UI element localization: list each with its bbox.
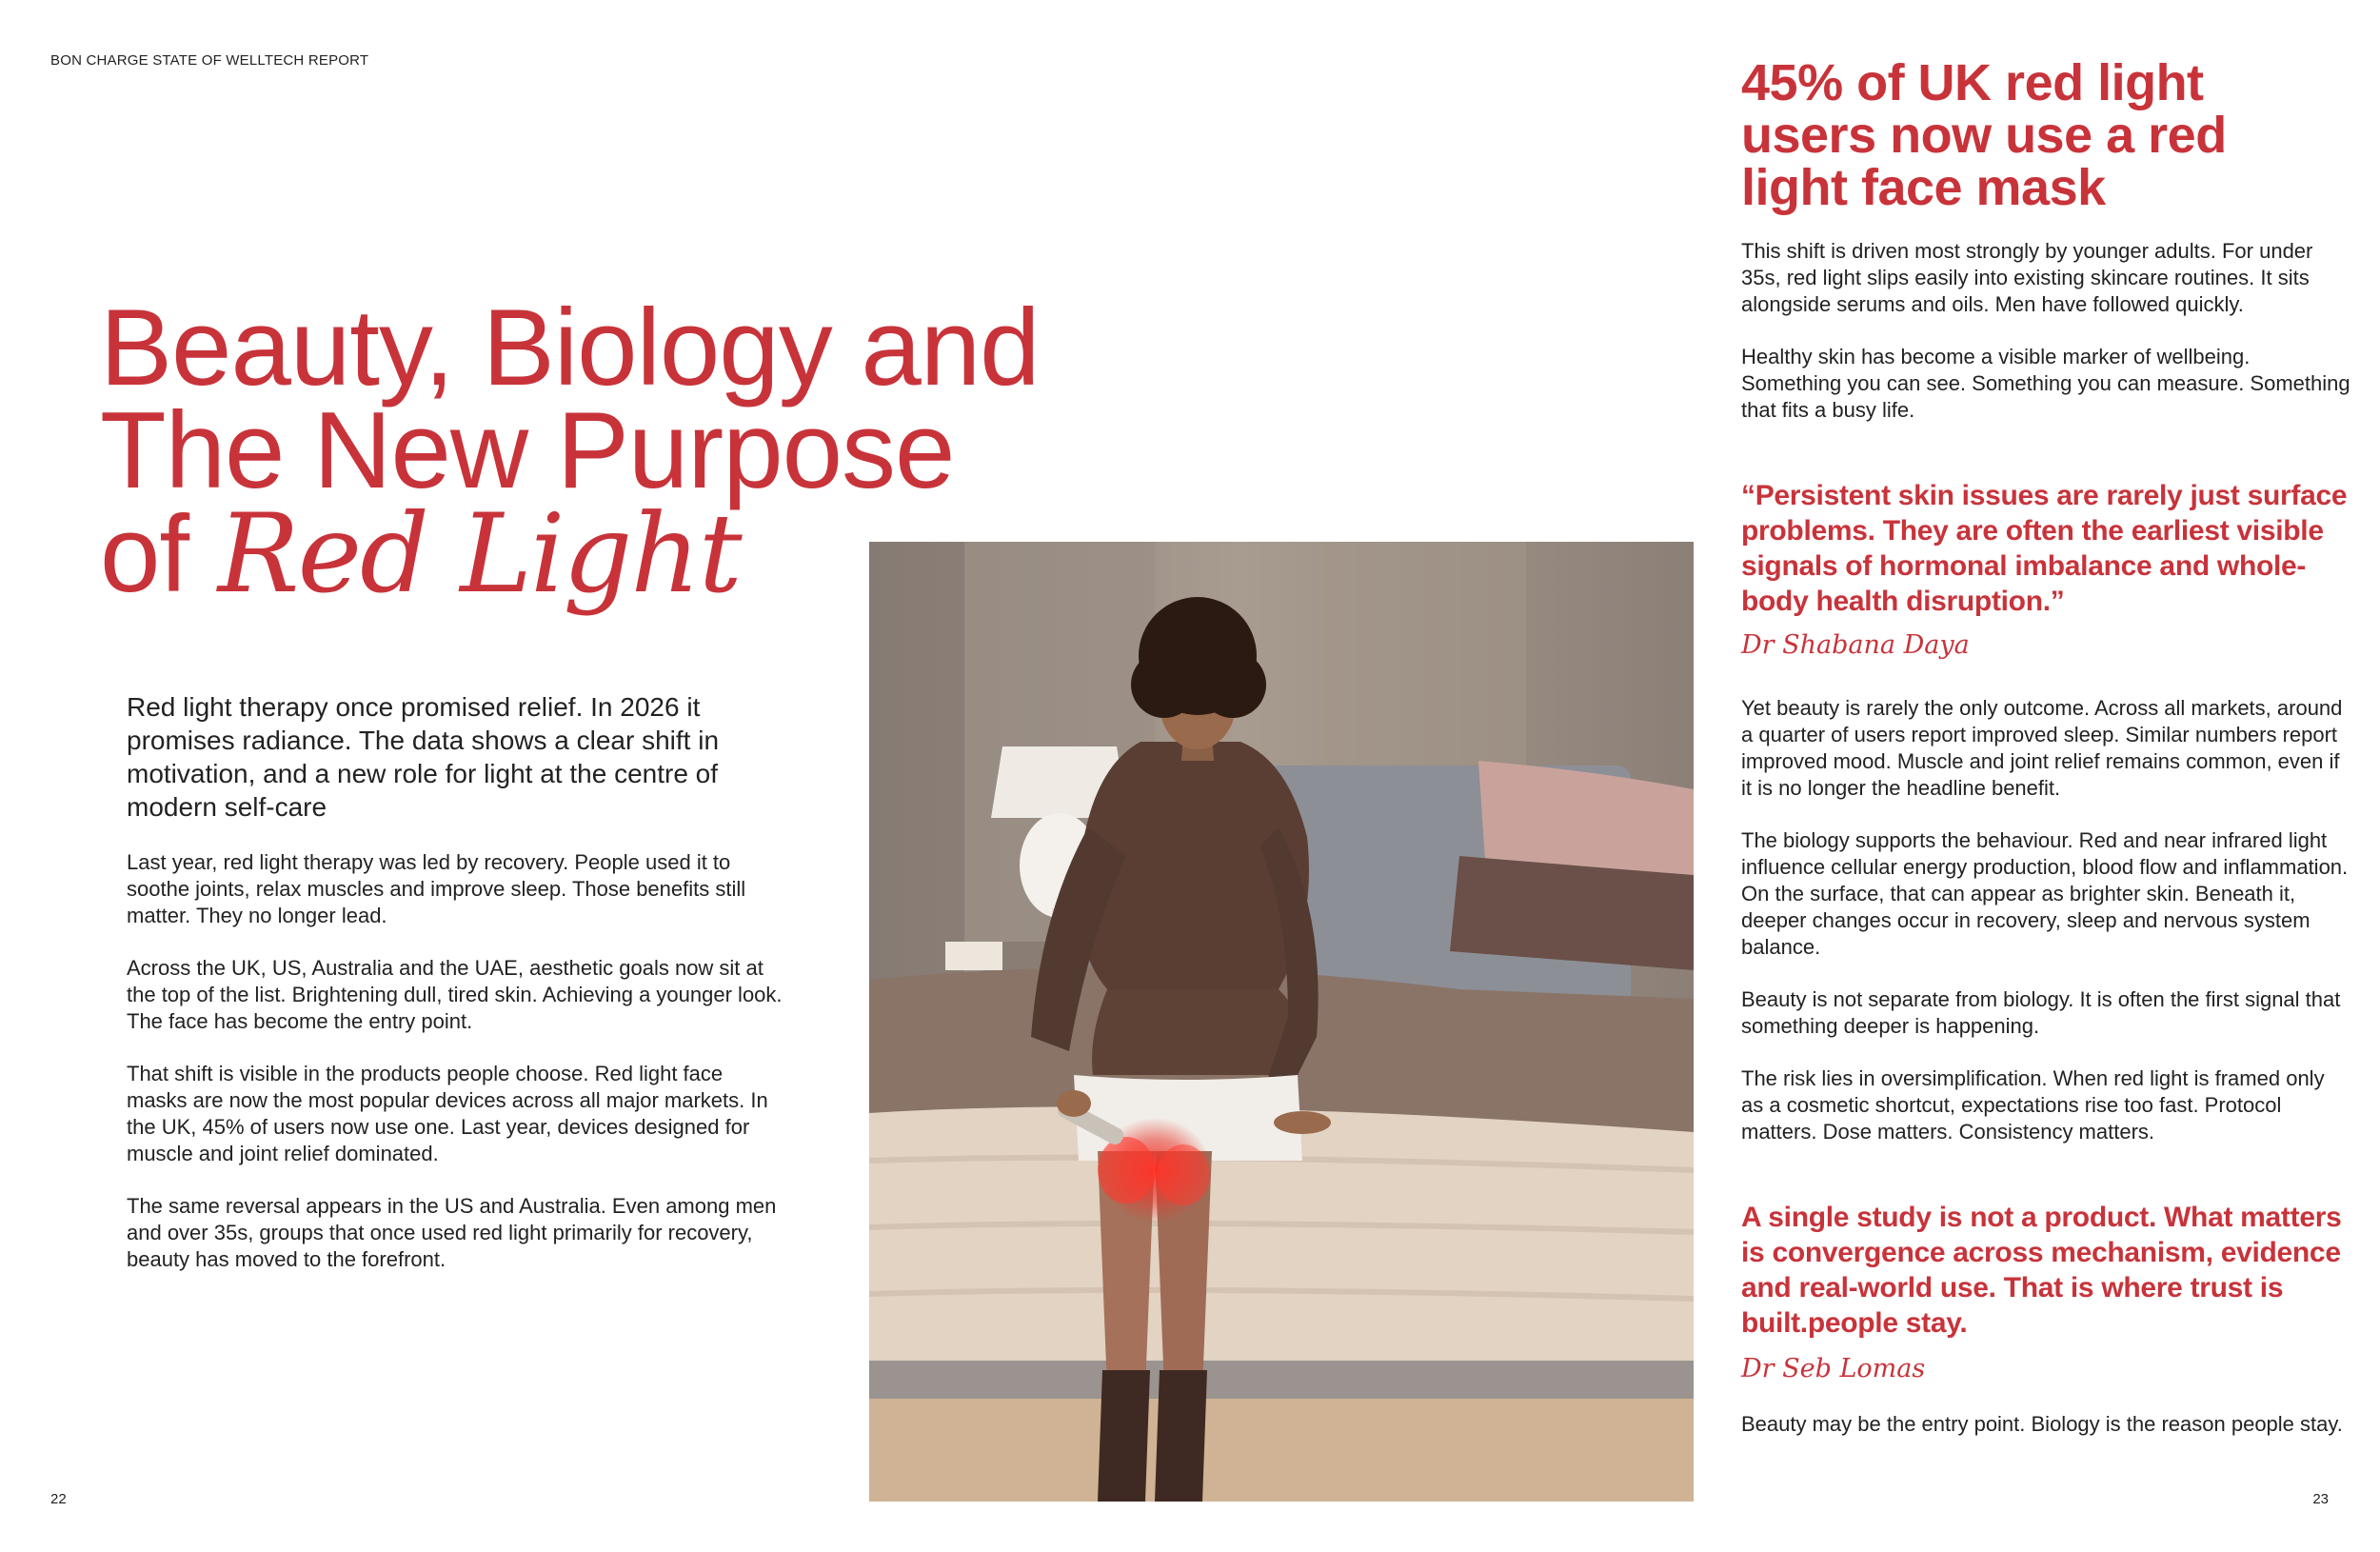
body-paragraph: The biology supports the behaviour. Red and near infrared light influence cellular energy production, blood flow and inflammation. On the surface, that can appear as brighter skin. Beneath it, deeper changes occur in recovery, sleep and nervous system balance.: [1741, 828, 2349, 959]
body-paragraph: The risk lies in oversimplification. When red light is framed only as a cosmetic shortcut, expectations rise too fast. Protocol matters. Dose matters. Consistency matters.: [1741, 1066, 2325, 1144]
title-line-2: The New Purpose: [100, 390, 955, 511]
body-paragraph: That shift is visible in the products people choose. Red light face masks are now the most popular devices across all major markets. In the UK, 45% of users now use one. Last year, devices designed for muscle and joint relief dominated.: [127, 1062, 768, 1165]
photo-woman-red-light-knee: [869, 542, 1694, 1502]
pull-quote-2: A single study is not a product. What matters is convergence across mechanism, evidence and real-world use. That is where trust is built.people stay.: [1741, 1202, 2342, 1339]
running-head: BON CHARGE STATE OF WELLTECH REPORT: [50, 52, 369, 69]
body-paragraph: This shift is driven most strongly by younger adults. For under 35s, red light slips easily into existing skincare routines. It sits alongside serums and oils. Men have followed quickly.: [1741, 239, 2313, 316]
closing-paragraph: Beauty may be the entry point. Biology is the reason people stay.: [1741, 1412, 2343, 1436]
right-column-body-2: [1741, 695, 2350, 1171]
page-number-left: 22: [50, 1491, 67, 1507]
body-paragraph: Last year, red light therapy was led by recovery. People used it to soothe joints, relax muscles and improve sleep. Those benefits still matter. They no longer lead.: [127, 850, 746, 927]
quote-attribution-2: Dr Seb Lomas: [1741, 1354, 1926, 1383]
page-number-right: 23: [2312, 1491, 2329, 1507]
body-paragraph: Yet beauty is rarely the only outcome. Across all markets, around a quarter of users report improved sleep. Similar numbers report improved mood. Muscle and joint relief remains common, even if it is no longer the headline benefit.: [1741, 696, 2343, 800]
title-line-1: Beauty, Biology and: [100, 288, 1040, 408]
quote-attribution-1: Dr Shabana Daya: [1741, 630, 1970, 660]
photo-illustration: [869, 542, 1694, 1502]
body-paragraph: Healthy skin has become a visible marker of wellbeing. Something you can see. Something you can measure. Something that fits a busy life.: [1741, 345, 2350, 422]
body-paragraph: The same reversal appears in the US and Australia. Even among men and over 35s, groups that once used red light primarily for recovery, beauty has moved to the forefront.: [127, 1194, 777, 1271]
title-line-3-prefix: of: [100, 494, 218, 615]
section-headline: 45% of UK red light users now use a red light face mask: [1741, 54, 2227, 216]
pull-quote-1: “Persistent skin issues are rarely just surface problems. They are often the earliest visible signals of hormonal imbalance and whole-body health disruption.”: [1741, 480, 2348, 617]
left-column-body: [127, 849, 783, 1299]
lede-paragraph: Red light therapy once promised relief. In 2026 it promises radiance. The data shows a clear shift in motivation, and a new role for light at the centre of modern self-care: [127, 692, 720, 822]
body-paragraph: Across the UK, US, Australia and the UAE, aesthetic goals now sit at the top of the list. Brightening dull, tired skin. Achieving a younger look. The face has become the entry point.: [127, 956, 783, 1033]
right-column-body-1: [1741, 238, 2350, 449]
body-paragraph: Beauty is not separate from biology. It is often the first signal that something deeper is happening.: [1741, 987, 2341, 1038]
title-script: Red Light: [217, 490, 741, 617]
